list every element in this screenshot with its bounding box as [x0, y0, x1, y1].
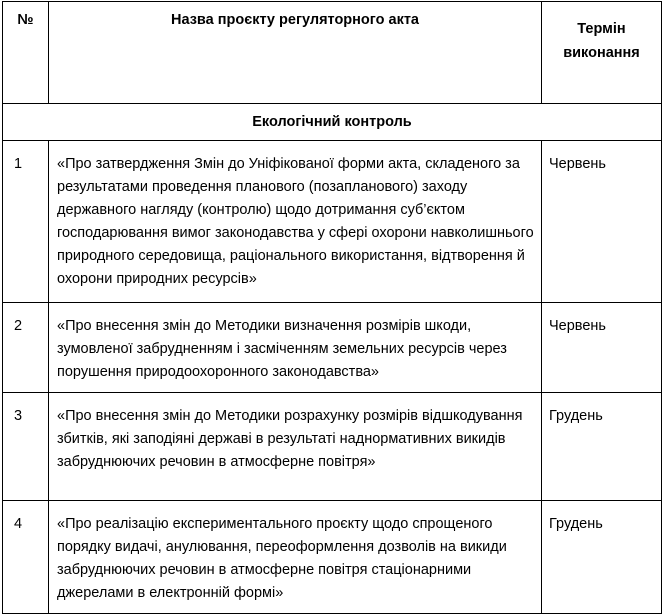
row-term: Грудень [542, 393, 662, 501]
section-title: Екологічний контроль [3, 104, 662, 141]
row-name: «Про внесення змін до Методики розрахунку розмірів відшкодування збитків, які заподіяні державі в результаті наднормативних викидів забруднюючих речовин в атмосферне повітря» [49, 393, 542, 501]
header-term-line2: виконання [563, 45, 640, 61]
row-number: 4 [3, 501, 49, 614]
table-row [3, 393, 662, 501]
section-row [3, 104, 662, 141]
row-term: Грудень [542, 501, 662, 614]
row-name: «Про внесення змін до Методики визначення розмірів шкоди, зумовленої забрудненням і засміченням земельних ресурсів через порушення природоохоронного законодавства» [49, 303, 542, 393]
header-name: Назва проєкту регуляторного акта [49, 2, 542, 104]
row-number: 2 [3, 303, 49, 393]
row-name: «Про реалізацію експериментального проєкту щодо спрощеного порядку видачі, анулювання, переоформлення дозволів на викиди забруднюючих речовин в атмосферне повітря стаціонарними джерелами в електронній формі» [49, 501, 542, 614]
header-term [542, 2, 662, 104]
row-name: «Про затвердження Змін до Уніфікованої форми акта, складеного за результатами проведення планового (позапланового) заходу державного нагляду (контролю) щодо дотримання суб’єктом господарювання вимог законодавства у сфері охорони навколишнього природного середовища, раціонального використання, відтворення й охорони природних ресурсів» [49, 141, 542, 303]
table-row [3, 501, 662, 614]
table-header-row [3, 2, 662, 104]
row-number: 3 [3, 393, 49, 501]
row-term: Червень [542, 303, 662, 393]
regulatory-acts-table [2, 1, 662, 614]
row-term: Червень [542, 141, 662, 303]
row-number: 1 [3, 141, 49, 303]
table-row [3, 303, 662, 393]
header-term-line1: Термін [577, 21, 626, 37]
header-number: № [3, 2, 49, 104]
table-row [3, 141, 662, 303]
